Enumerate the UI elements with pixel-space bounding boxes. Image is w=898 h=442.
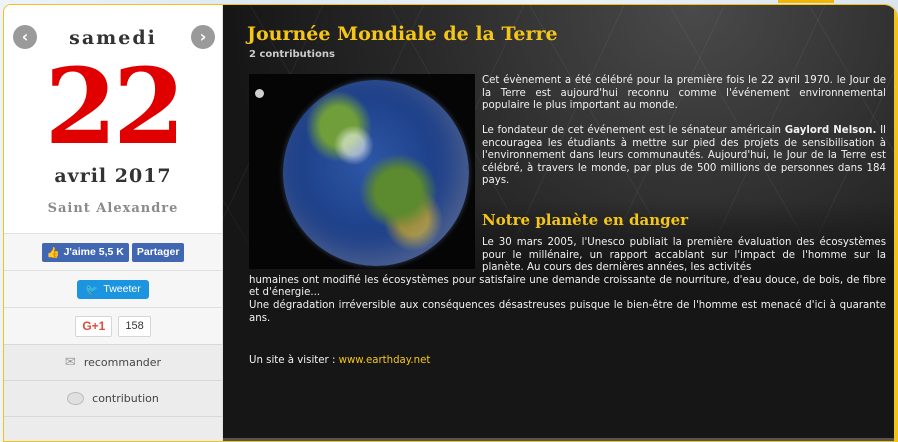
- recommend-label: recommander: [83, 356, 162, 369]
- google-plus-row: [4, 307, 222, 344]
- recommend-button[interactable]: [4, 344, 222, 380]
- earthday-link[interactable]: www.earthday.net: [338, 355, 431, 366]
- danger-text-a: Le 30 mars 2005, l'Unesco publiait la première évaluation des écosystèmes pour le millénaire, un rapport accablant sur l'impact de l'homme sur la planète. Au cours des dernières années, les activités: [482, 237, 886, 274]
- envelope-icon: ✉: [64, 355, 76, 370]
- paragraph-danger: [249, 237, 886, 325]
- paragraph-intro: Cet évènement a été célébré pour la première fois le 22 avril 1970. le Jour de la Terre est aujourd'hui reconnu comme l'événement environnemental populaire le plus important au monde.: [482, 75, 886, 112]
- facebook-like-label: J'aime 5,5 K: [63, 246, 124, 258]
- section-subtitle: Notre planète en danger: [482, 211, 689, 229]
- day-name: samedi: [69, 27, 157, 49]
- tweet-button[interactable]: [77, 280, 148, 299]
- article-panel: [223, 5, 897, 441]
- founder-text-pre: Le fondateur de cet événement est le sénateur américain: [482, 125, 785, 136]
- contribution-button[interactable]: [4, 380, 222, 416]
- calendar-date: [4, 5, 222, 233]
- danger-text-c: Une dégradation irréversible aux conséquences désastreuses puisque le bien-être de l'homme est menacé d'ici à quarante ans.: [249, 299, 886, 324]
- article-title: Journée Mondiale de la Terre: [247, 23, 558, 45]
- day-number: 22: [44, 45, 182, 168]
- page-frame: [3, 4, 898, 442]
- founder-name: Gaylord Nelson.: [784, 125, 877, 136]
- facebook-row: [4, 233, 222, 270]
- calendar-panel: [4, 5, 223, 441]
- facebook-share-button[interactable]: Partager: [132, 243, 185, 262]
- visit-site: [249, 355, 430, 366]
- moon-graphic: [255, 89, 264, 98]
- google-plus-count: 158: [118, 316, 150, 337]
- bottom-border: [223, 438, 894, 441]
- chevron-left-icon: ‹: [21, 27, 29, 46]
- danger-text-b: humaines ont modifié les écosystèmes pour satisfaire une demande croissante de nourriture, d'eau douce, de bois, de fibre et d'énergie...: [249, 274, 886, 299]
- paragraph-founder: [482, 125, 886, 188]
- founder-text-post: Il encouragea les étudiants à mettre sur pied des projets de sensibilisation à l'environnement dans leurs communautés. Aujourd'hui, le Jour de la Terre est célébré, à travers le monde, par plus de 500 millions de personnes dans 184 pays.: [482, 125, 887, 187]
- top-accent-tab: [778, 0, 834, 3]
- month-year: avril 2017: [54, 165, 172, 187]
- speech-bubble-icon: [67, 392, 84, 405]
- calendar-footer: [4, 416, 222, 441]
- tweet-label: Tweeter: [103, 283, 141, 295]
- saint-of-the-day: Saint Alexandre: [47, 201, 179, 216]
- twitter-row: [4, 270, 222, 307]
- thumbs-up-icon: 👍: [46, 246, 60, 259]
- twitter-bird-icon: 🐦: [85, 283, 99, 296]
- visit-label: Un site à visiter :: [249, 355, 339, 366]
- contributions-count[interactable]: 2 contributions: [249, 49, 335, 60]
- google-plus-button[interactable]: G+1: [75, 316, 112, 337]
- contribution-label: contribution: [92, 392, 159, 405]
- facebook-like-button[interactable]: [42, 243, 129, 262]
- chevron-right-icon: ›: [199, 27, 207, 46]
